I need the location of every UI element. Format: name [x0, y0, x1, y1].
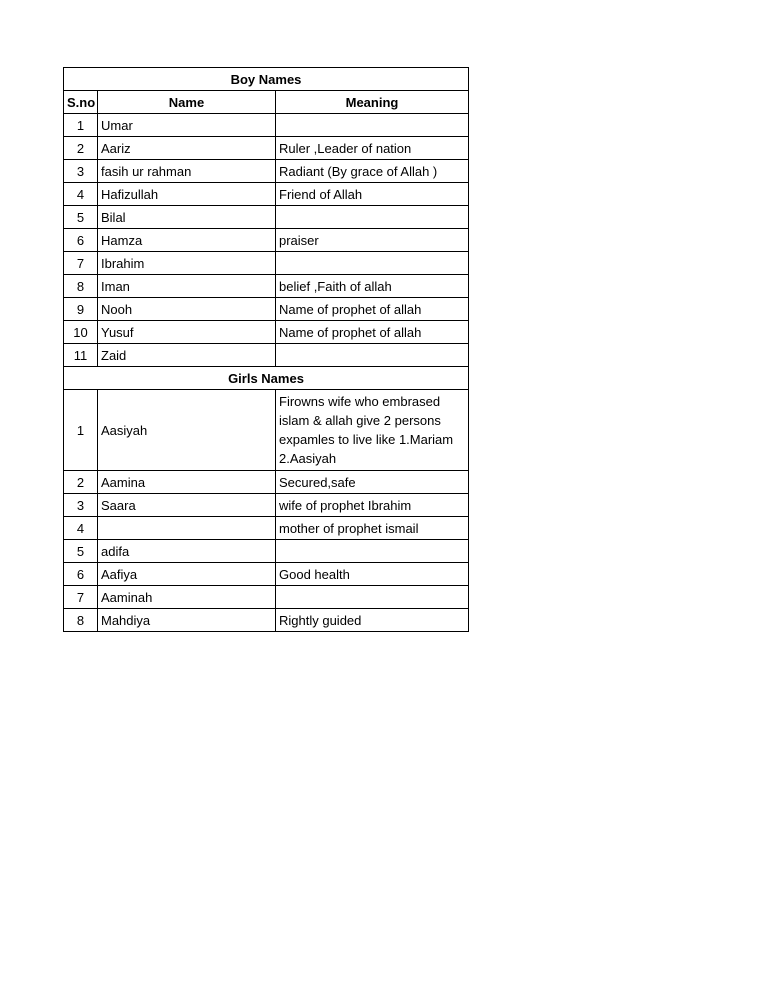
- sno-cell: 5: [64, 206, 98, 229]
- names-sheet: [63, 67, 468, 632]
- meaning-cell: Good health: [276, 563, 469, 586]
- table-body: [64, 68, 469, 632]
- name-cell: Aafiya: [98, 563, 276, 586]
- name-cell: fasih ur rahman: [98, 160, 276, 183]
- boy-row: [64, 298, 469, 321]
- name-cell: Aaminah: [98, 586, 276, 609]
- boy-row: [64, 252, 469, 275]
- meaning-cell: Firowns wife who embrased islam & allah give 2 persons expamles to live like 1.Mariam 2.Aasiyah: [276, 390, 469, 471]
- girl-row: [64, 390, 469, 471]
- boy-row: [64, 114, 469, 137]
- name-cell: Zaid: [98, 344, 276, 367]
- name-cell: adifa: [98, 540, 276, 563]
- meaning-cell: [276, 206, 469, 229]
- boy-row: [64, 160, 469, 183]
- girl-row: [64, 471, 469, 494]
- name-cell: Ibrahim: [98, 252, 276, 275]
- girl-row: [64, 563, 469, 586]
- meaning-cell: Secured,safe: [276, 471, 469, 494]
- sno-cell: 4: [64, 517, 98, 540]
- meaning-cell: [276, 540, 469, 563]
- boy-names-title: Boy Names: [64, 68, 469, 91]
- sno-cell: 11: [64, 344, 98, 367]
- name-cell: Saara: [98, 494, 276, 517]
- header-meaning: Meaning: [276, 91, 469, 114]
- boy-names-title-row: [64, 68, 469, 91]
- sno-cell: 6: [64, 229, 98, 252]
- sno-cell: 7: [64, 252, 98, 275]
- sno-cell: 10: [64, 321, 98, 344]
- name-cell: [98, 517, 276, 540]
- header-row: [64, 91, 469, 114]
- name-cell: Aamina: [98, 471, 276, 494]
- boy-row: [64, 344, 469, 367]
- sno-cell: 5: [64, 540, 98, 563]
- sno-cell: 3: [64, 160, 98, 183]
- meaning-cell: [276, 344, 469, 367]
- girls-names-title-row: [64, 367, 469, 390]
- boy-row: [64, 206, 469, 229]
- sno-cell: 8: [64, 609, 98, 632]
- girl-row: [64, 540, 469, 563]
- sno-cell: 9: [64, 298, 98, 321]
- meaning-cell: [276, 252, 469, 275]
- name-cell: Yusuf: [98, 321, 276, 344]
- header-sno: S.no: [64, 91, 98, 114]
- sno-cell: 3: [64, 494, 98, 517]
- boy-row: [64, 321, 469, 344]
- name-cell: Mahdiya: [98, 609, 276, 632]
- name-cell: Hafizullah: [98, 183, 276, 206]
- meaning-cell: Radiant (By grace of Allah ): [276, 160, 469, 183]
- meaning-cell: Rightly guided: [276, 609, 469, 632]
- sno-cell: 1: [64, 390, 98, 471]
- meaning-cell: belief ,Faith of allah: [276, 275, 469, 298]
- boy-row: [64, 137, 469, 160]
- meaning-cell: Ruler ,Leader of nation: [276, 137, 469, 160]
- meaning-cell: Friend of Allah: [276, 183, 469, 206]
- sno-cell: 2: [64, 137, 98, 160]
- meaning-cell: praiser: [276, 229, 469, 252]
- girl-row: [64, 586, 469, 609]
- sno-cell: 6: [64, 563, 98, 586]
- sno-cell: 8: [64, 275, 98, 298]
- name-cell: Hamza: [98, 229, 276, 252]
- meaning-cell: Name of prophet of allah: [276, 298, 469, 321]
- meaning-cell: mother of prophet ismail: [276, 517, 469, 540]
- boy-row: [64, 183, 469, 206]
- boy-row: [64, 229, 469, 252]
- meaning-cell: [276, 586, 469, 609]
- girl-row: [64, 517, 469, 540]
- name-cell: Nooh: [98, 298, 276, 321]
- meaning-cell: Name of prophet of allah: [276, 321, 469, 344]
- meaning-cell: [276, 114, 469, 137]
- meaning-cell: wife of prophet Ibrahim: [276, 494, 469, 517]
- name-cell: Aariz: [98, 137, 276, 160]
- girls-names-title: Girls Names: [64, 367, 469, 390]
- name-cell: Umar: [98, 114, 276, 137]
- sno-cell: 1: [64, 114, 98, 137]
- name-cell: Iman: [98, 275, 276, 298]
- sno-cell: 4: [64, 183, 98, 206]
- name-cell: Bilal: [98, 206, 276, 229]
- girl-row: [64, 609, 469, 632]
- names-table: [63, 67, 469, 632]
- name-cell: Aasiyah: [98, 390, 276, 471]
- girl-row: [64, 494, 469, 517]
- boy-row: [64, 275, 469, 298]
- sno-cell: 2: [64, 471, 98, 494]
- header-name: Name: [98, 91, 276, 114]
- sno-cell: 7: [64, 586, 98, 609]
